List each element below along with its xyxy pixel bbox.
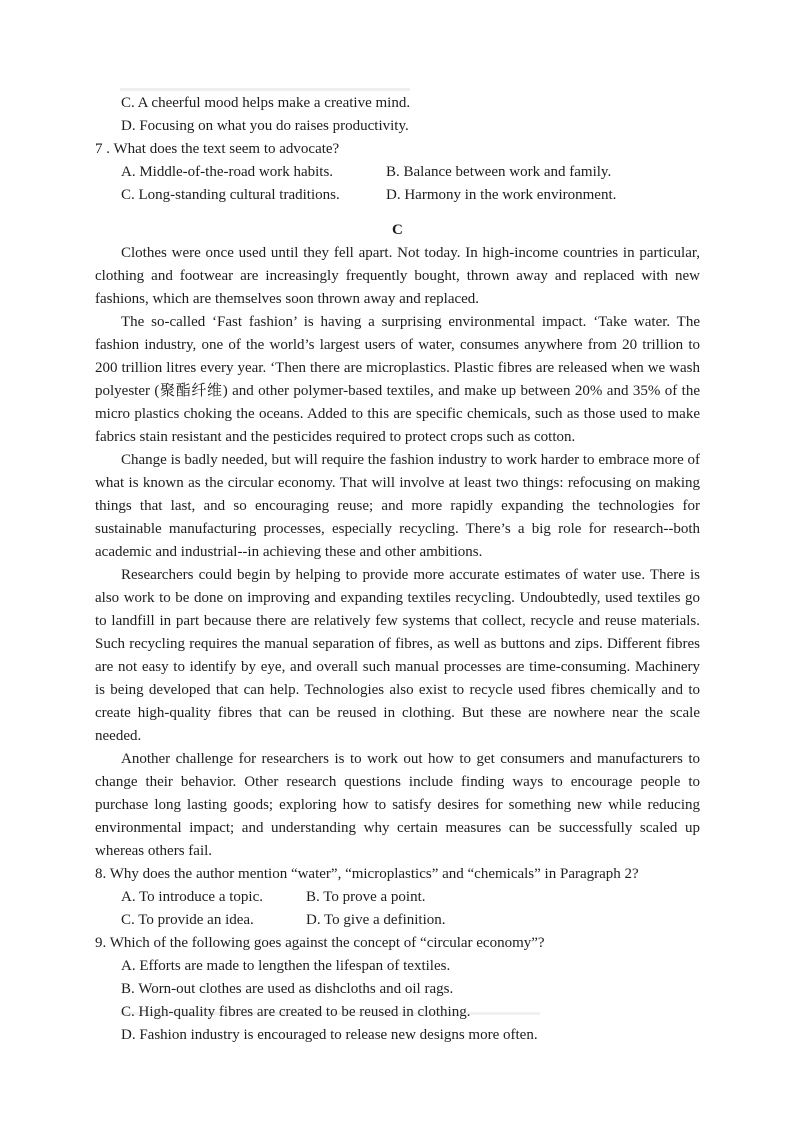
question7-option-d: D. Harmony in the work environment.: [386, 187, 617, 203]
passage-paragraph-4: Researchers could begin by helping to provide more accurate estimates of water use. There is also work to be done on improving and expanding textiles recycling. Undoubtedly, used textiles go to landfill in part because there are relatively few systems that collect, recycle and reuse materials. Such recycling requires the manual separation of fibres, as well as buttons and zips. Different fibres are not easy to identify by eye, and overall such manual processes are time-consuming. Machinery is being developed that can help. Technologies also exist to recycle used fibres chemically and to create high-quality fibres that can be reused in clothing. But these are nowhere near the scale needed.: [95, 567, 700, 744]
question9-option-b: B. Worn-out clothes are used as dishcloths and oil rags.: [121, 981, 454, 997]
question7-option-c-carryover: C. A cheerful mood helps make a creative mind.: [121, 95, 411, 111]
scan-artifact-top: [120, 88, 410, 91]
question7-options-row-1: [95, 161, 700, 184]
page-content: [95, 92, 700, 1047]
question8-options-row-1: [95, 886, 700, 909]
passage-paragraph-3: Change is badly needed, but will require the fashion industry to work harder to embrace more of what is known as the circular economy. That will involve at least two things: refocusing on making things that last, and so encouraging reuse; and more rapidly expanding the technologies for sustainable manufacturing processes, especially recycling. There’s a big role for research--both academic and industrial--in achieving these and other ambitions.: [95, 452, 700, 560]
question7-options-row-2: [95, 184, 700, 207]
question8-option-b: B. To prove a point.: [306, 889, 426, 905]
question7-option-c: C. Long-standing cultural traditions.: [121, 187, 340, 203]
question8-options-row-2: [95, 909, 700, 932]
question7-option-d-carryover: D. Focusing on what you do raises productivity.: [121, 118, 409, 134]
passage-paragraph-1: Clothes were once used until they fell apart. Not today. In high-income countries in particular, clothing and footwear are increasingly frequently bought, thrown away and replaced with new fashions, which are themselves soon thrown away and replaced.: [95, 245, 700, 307]
passage-paragraph-5: Another challenge for researchers is to work out how to get consumers and manufacturers to change their behavior. Other research questions include finding ways to encourage people to purchase long lasting goods; exploring how to satisfy desires for something new while reducing environmental impact; and understanding why certain measures can be successfully scaled up whereas others fail.: [95, 751, 700, 859]
question7-option-a: A. Middle-of-the-road work habits.: [121, 164, 334, 180]
question9-stem: 9. Which of the following goes against the concept of “circular economy”?: [95, 935, 545, 951]
question8-stem: 8. Why does the author mention “water”, “microplastics” and “chemicals” in Paragraph 2?: [95, 866, 639, 882]
passage-section-label: C: [391, 222, 404, 238]
passage-paragraph-2: The so-called ‘Fast fashion’ is having a surprising environmental impact. ‘Take water. The fashion industry, one of the world’s largest users of water, consumes anywhere from 20 trillion to 200 trillion litres every year. ‘Then there are microplastics. Plastic fibres are released when we wash polyester (聚酯纤维) and other polymer-based textiles, and make up between 20% and 35% of the micro plastics choking the oceans. Added to this are specific chemicals, such as those used to make fabrics stain resistant and the pesticides required to protect crops such as cotton.: [95, 314, 700, 445]
question8-option-c: C. To provide an idea.: [121, 912, 254, 928]
question9-option-d: D. Fashion industry is encouraged to release new designs more often.: [121, 1027, 538, 1043]
question7-option-b: B. Balance between work and family.: [386, 164, 612, 180]
question8-option-d: D. To give a definition.: [306, 912, 446, 928]
question8-option-a: A. To introduce a topic.: [121, 889, 263, 905]
spacer-before-section: [95, 207, 700, 219]
question9-option-c: C. High-quality fibres are created to be reused in clothing.: [121, 1004, 471, 1020]
question9-option-a: A. Efforts are made to lengthen the lifespan of textiles.: [121, 958, 451, 974]
question7-stem: 7 . What does the text seem to advocate?: [95, 141, 340, 157]
